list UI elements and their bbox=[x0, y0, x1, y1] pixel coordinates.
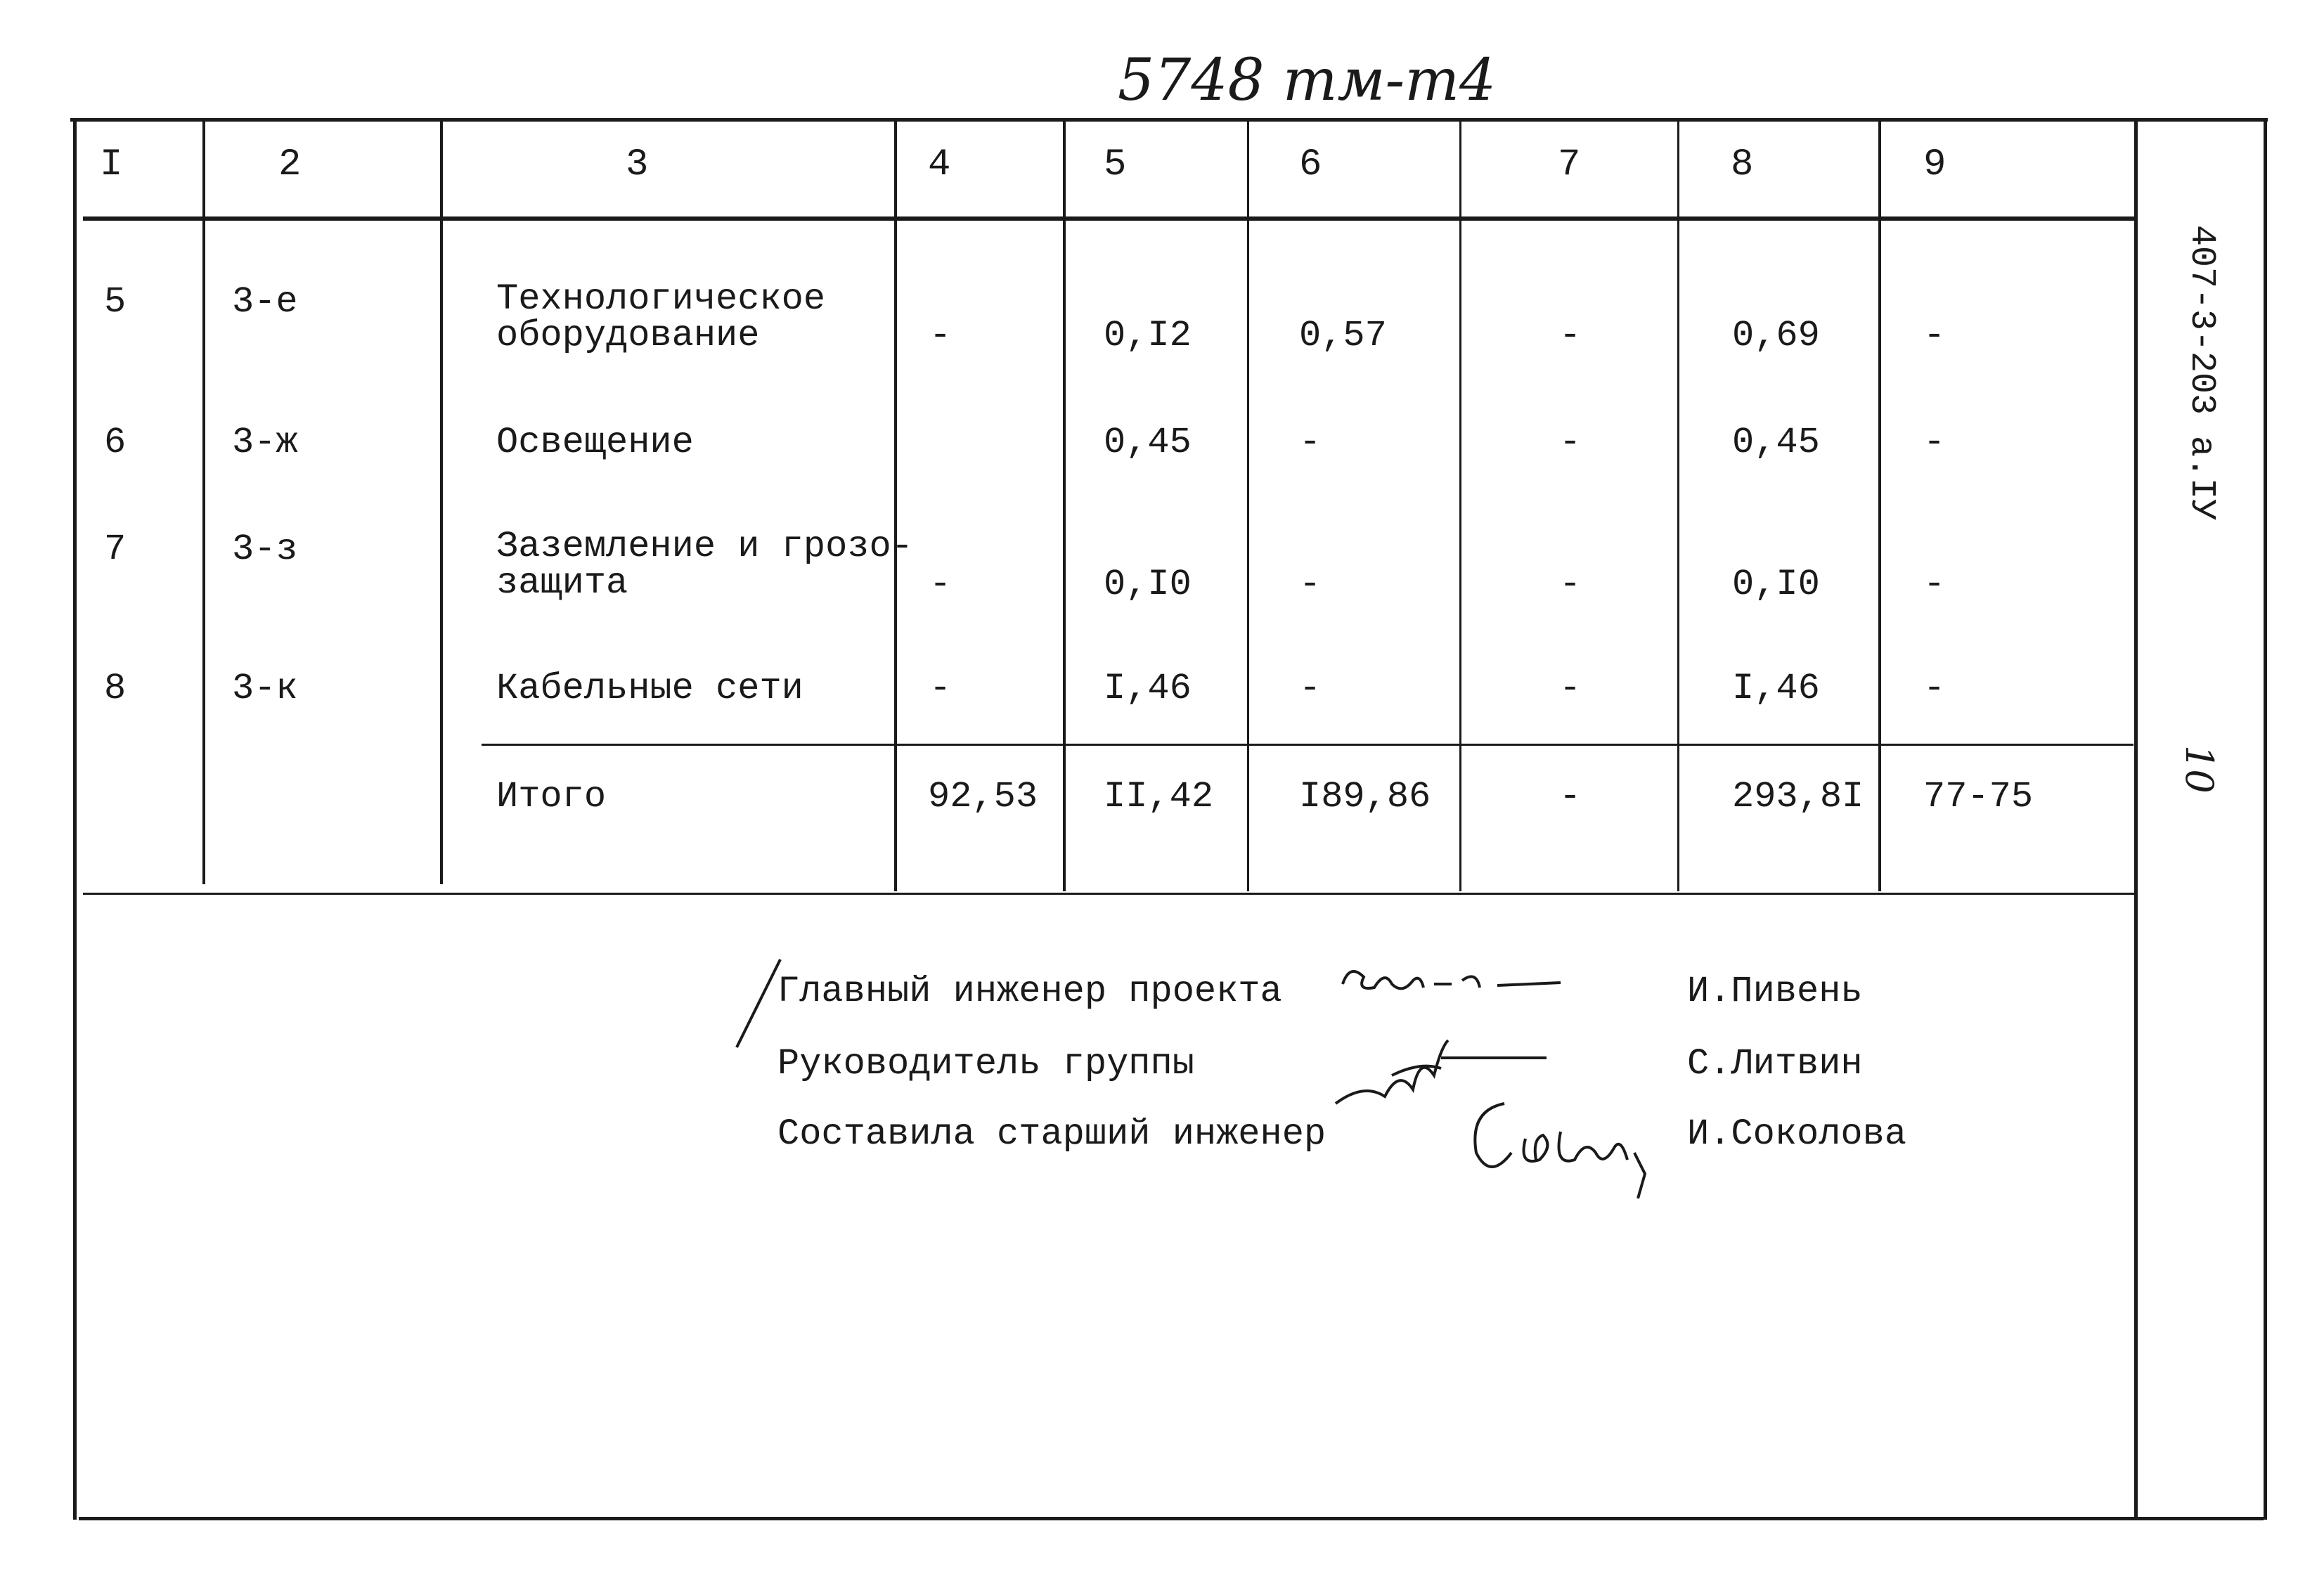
col-divider-8 bbox=[1878, 118, 1881, 891]
row-number: 6 bbox=[104, 422, 127, 463]
total-col5: II,42 bbox=[1104, 776, 1214, 817]
signature-role: Главный инженер проекта bbox=[777, 971, 1282, 1012]
frame-bottom bbox=[79, 1517, 2264, 1520]
cell-col6: - bbox=[1299, 564, 1322, 605]
col-divider-6 bbox=[1459, 118, 1461, 891]
total-col7: - bbox=[1559, 776, 1582, 817]
row-code: 3-к bbox=[232, 668, 298, 709]
side-strip-divider bbox=[2134, 118, 2138, 1520]
cell-col4: - bbox=[929, 564, 952, 605]
cell-col6: 0,57 bbox=[1299, 315, 1387, 356]
row-name-line1: Кабельные сети bbox=[496, 668, 803, 709]
cell-col5: I,46 bbox=[1104, 668, 1192, 709]
row-code: 3-з bbox=[232, 529, 298, 570]
row-name-line2: защита bbox=[496, 562, 628, 604]
row-name-line2: оборудование bbox=[496, 315, 760, 356]
handwritten-document-code: 5748 тм-т4 bbox=[1118, 47, 1497, 114]
col-divider-4 bbox=[1063, 118, 1066, 891]
cell-col4: - bbox=[929, 668, 952, 709]
cell-col8: I,46 bbox=[1732, 668, 1820, 709]
cell-col7: - bbox=[1559, 564, 1582, 605]
row-number: 5 bbox=[104, 281, 127, 323]
page-number: 10 bbox=[2177, 745, 2221, 794]
total-col6: I89,86 bbox=[1299, 776, 1431, 817]
col-header-3: 3 bbox=[626, 143, 649, 186]
side-document-code: 407-3-203 а.IУ bbox=[2181, 225, 2221, 521]
row-code: 3-е bbox=[232, 281, 298, 323]
row-name-line1: Заземление и грозо- bbox=[496, 526, 913, 567]
signature-name: С.Литвин bbox=[1687, 1043, 1863, 1085]
cell-col7: - bbox=[1559, 315, 1582, 356]
col-header-9: 9 bbox=[1923, 143, 1947, 186]
cell-col4: - bbox=[929, 315, 952, 356]
cell-col9: - bbox=[1923, 422, 1946, 463]
total-label: Итого bbox=[496, 776, 607, 817]
row-number: 8 bbox=[104, 668, 127, 709]
col-header-2: 2 bbox=[278, 143, 302, 186]
cell-col6: - bbox=[1299, 668, 1322, 709]
col-divider-1 bbox=[202, 118, 205, 884]
cell-col8: 0,I0 bbox=[1732, 564, 1820, 605]
row-name-line1: Освещение bbox=[496, 422, 694, 463]
frame-left bbox=[73, 118, 77, 1520]
signature-role: Руководитель группы bbox=[777, 1043, 1194, 1085]
col-divider-3 bbox=[894, 118, 897, 891]
cell-col9: - bbox=[1923, 668, 1946, 709]
cell-col5: 0,I2 bbox=[1104, 315, 1192, 356]
cell-col7: - bbox=[1559, 422, 1582, 463]
total-col8: 293,8I bbox=[1732, 776, 1864, 817]
signature-role: Составила старший инженер bbox=[777, 1113, 1326, 1155]
cell-col5: 0,I0 bbox=[1104, 564, 1192, 605]
cell-col8: 0,45 bbox=[1732, 422, 1820, 463]
signature-name: И.Соколова bbox=[1687, 1113, 1907, 1155]
row-number: 7 bbox=[104, 529, 127, 570]
col-header-6: 6 bbox=[1299, 143, 1322, 186]
cell-col9: - bbox=[1923, 315, 1946, 356]
cell-col7: - bbox=[1559, 668, 1582, 709]
cell-col9: - bbox=[1923, 564, 1946, 605]
cell-col5: 0,45 bbox=[1104, 422, 1192, 463]
table-bottom-line bbox=[83, 893, 2134, 895]
col-divider-2 bbox=[440, 118, 443, 884]
header-separator bbox=[83, 216, 2134, 221]
cell-col8: 0,69 bbox=[1732, 315, 1820, 356]
row-code: 3-ж bbox=[232, 422, 298, 463]
total-col9: 77-75 bbox=[1923, 776, 2034, 817]
col-header-8: 8 bbox=[1731, 143, 1754, 186]
frame-right bbox=[2264, 118, 2267, 1520]
col-header-1: I bbox=[100, 143, 123, 186]
handwritten-signature-3 bbox=[1455, 1082, 1687, 1202]
col-divider-7 bbox=[1677, 118, 1679, 891]
frame-top bbox=[70, 118, 2268, 122]
col-header-4: 4 bbox=[928, 143, 951, 186]
col-header-7: 7 bbox=[1558, 143, 1581, 186]
row-name-line1: Технологическое bbox=[496, 278, 826, 320]
handwritten-signature-1 bbox=[1336, 956, 1568, 1012]
total-separator bbox=[482, 744, 2133, 746]
signature-name: И.Пивень bbox=[1687, 971, 1863, 1012]
total-col4: 92,53 bbox=[928, 776, 1038, 817]
col-header-5: 5 bbox=[1104, 143, 1127, 186]
col-divider-5 bbox=[1247, 118, 1249, 891]
cell-col6: - bbox=[1299, 422, 1322, 463]
